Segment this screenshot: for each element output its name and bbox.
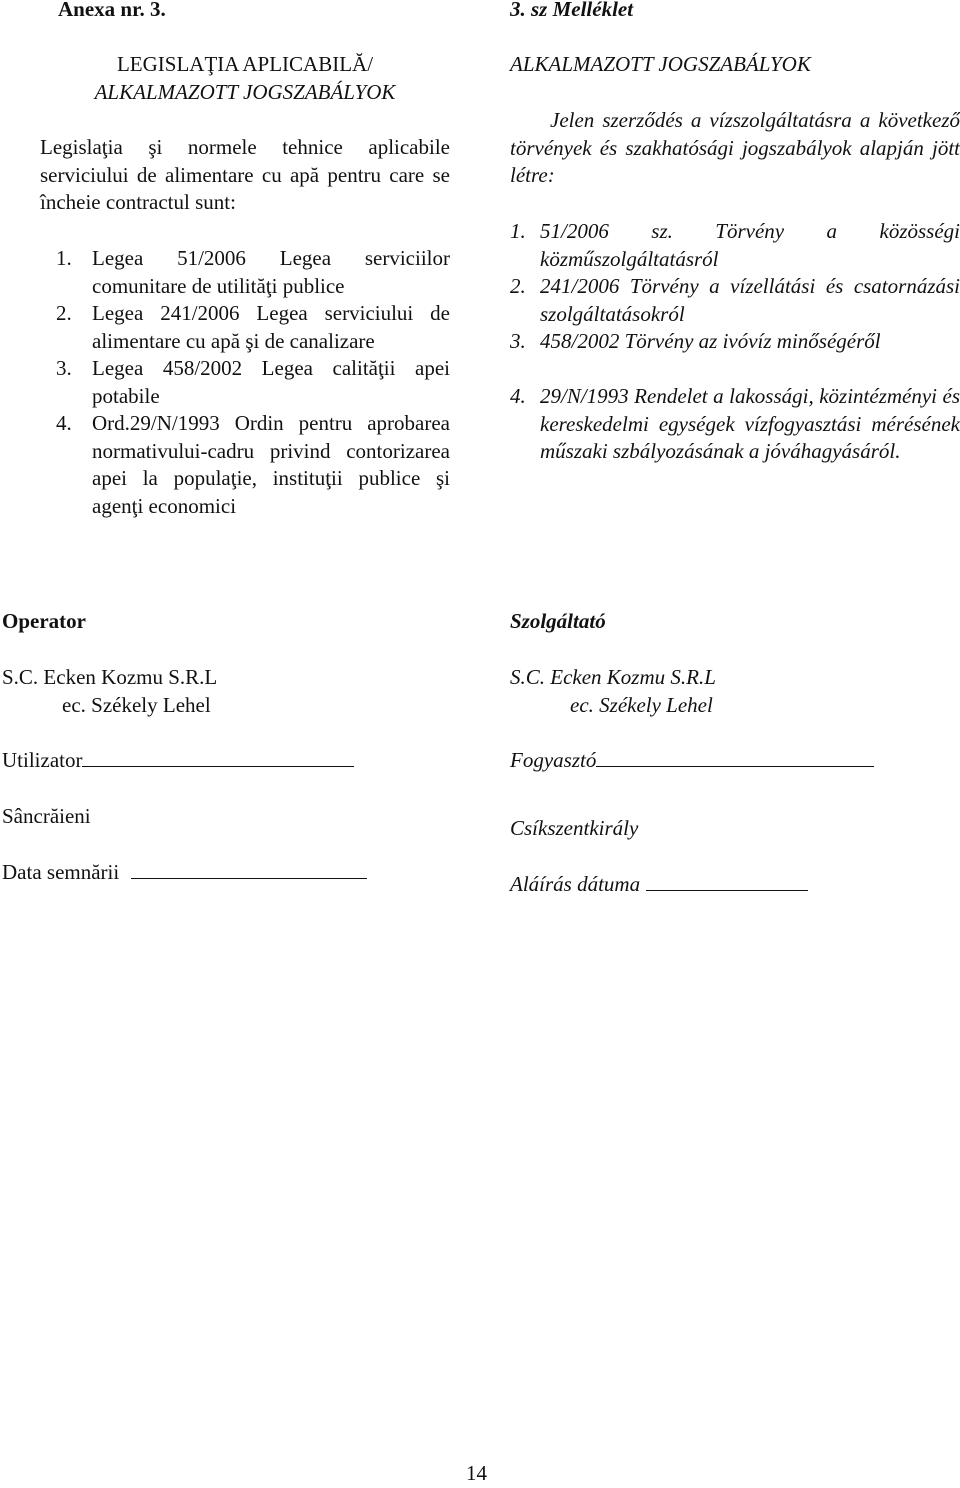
provider-label: Szolgáltató bbox=[510, 609, 606, 633]
list-item bbox=[56, 300, 450, 355]
date-signature-line-hu bbox=[510, 871, 808, 899]
provider-company: S.C. Ecken Kozmu S.R.L bbox=[510, 665, 716, 689]
provider-representative: ec. Székely Lehel bbox=[570, 693, 713, 717]
list-item-text: 458/2002 Törvény az ivóvíz minőségéről bbox=[540, 329, 881, 353]
consumer-label: Fogyasztó bbox=[510, 748, 597, 772]
intro-hu: Jelen szerződés a vízszolgáltatásra a következő törvények és szakhatósági jogszabályok alapján jött létre: bbox=[510, 108, 960, 187]
list-item-number: 2. bbox=[56, 301, 72, 325]
annex-title-hu: 3. sz Melléklet bbox=[510, 0, 634, 21]
user-label: Utilizator bbox=[2, 748, 83, 772]
page-number: 14 bbox=[466, 1461, 487, 1485]
signature-blank bbox=[82, 748, 354, 767]
list-item-number: 4. bbox=[510, 384, 526, 408]
annex-title-ro: Anexa nr. 3. bbox=[58, 0, 166, 21]
consumer-signature-line bbox=[510, 747, 874, 775]
operator-company: S.C. Ecken Kozmu S.R.L bbox=[2, 665, 218, 689]
list-item-number: 1. bbox=[56, 246, 72, 270]
operator-representative: ec. Székely Lehel bbox=[62, 693, 211, 717]
list-item-text: 241/2006 Törvény a vízellátási és csatornázási szolgáltatásokról bbox=[540, 274, 960, 326]
intro-ro: Legislaţia şi normele tehnice aplicabile serviciului de alimentare cu apă pentru care se încheie contractul sunt: bbox=[40, 135, 450, 214]
date-blank bbox=[646, 872, 808, 891]
list-item bbox=[510, 218, 960, 273]
list-item-number: 2. bbox=[510, 274, 526, 298]
list-item bbox=[56, 355, 450, 410]
date-label: Aláírás dátuma bbox=[510, 872, 641, 896]
list-item bbox=[510, 273, 960, 328]
heading-hu-left: ALKALMAZOTT JOGSZABÁLYOK bbox=[94, 80, 396, 104]
signature-blank bbox=[596, 748, 874, 767]
list-item bbox=[510, 383, 960, 523]
list-item-text: Legea 241/2006 Legea serviciului de alimentare cu apă şi de canalizare bbox=[92, 301, 450, 353]
date-blank bbox=[131, 860, 367, 879]
list-item-text: Ord.29/N/1993 Ordin pentru aprobarea normativului-cadru privind contorizarea apei la populaţie, instituţii publice şi agenţi economici bbox=[92, 411, 450, 518]
list-item-text: Legea 51/2006 Legea serviciilor comunitare de utilităţi publice bbox=[92, 246, 450, 298]
place-ro: Sâncrăieni bbox=[2, 804, 91, 828]
heading-ro: LEGISLAŢIA APLICABILĂ/ bbox=[116, 52, 374, 76]
list-item bbox=[56, 245, 450, 300]
list-item bbox=[56, 410, 450, 522]
date-label: Data semnării bbox=[2, 860, 120, 884]
list-item-number: 3. bbox=[510, 329, 526, 353]
user-signature-line bbox=[2, 747, 354, 775]
list-item bbox=[510, 328, 960, 383]
heading-hu: ALKALMAZOTT JOGSZABÁLYOK bbox=[510, 52, 811, 76]
list-item-text: Legea 458/2002 Legea calităţii apei potabile bbox=[92, 356, 450, 408]
place-hu: Csíkszentkirály bbox=[510, 816, 639, 840]
list-item-text: 29/N/1993 Rendelet a lakossági, közintézményi és kereskedelmi egységek vízfogyasztási mérésének műszaki szbályozásának a jóváhagyásáról. bbox=[540, 384, 960, 463]
date-signature-line bbox=[2, 859, 367, 887]
list-item-text: 51/2006 sz. Törvény a közösségi közműszolgáltatásról bbox=[540, 219, 960, 271]
list-item-number: 1. bbox=[510, 219, 526, 243]
list-item-number: 4. bbox=[56, 411, 72, 435]
operator-label: Operator bbox=[2, 609, 86, 633]
list-item-number: 3. bbox=[56, 356, 72, 380]
